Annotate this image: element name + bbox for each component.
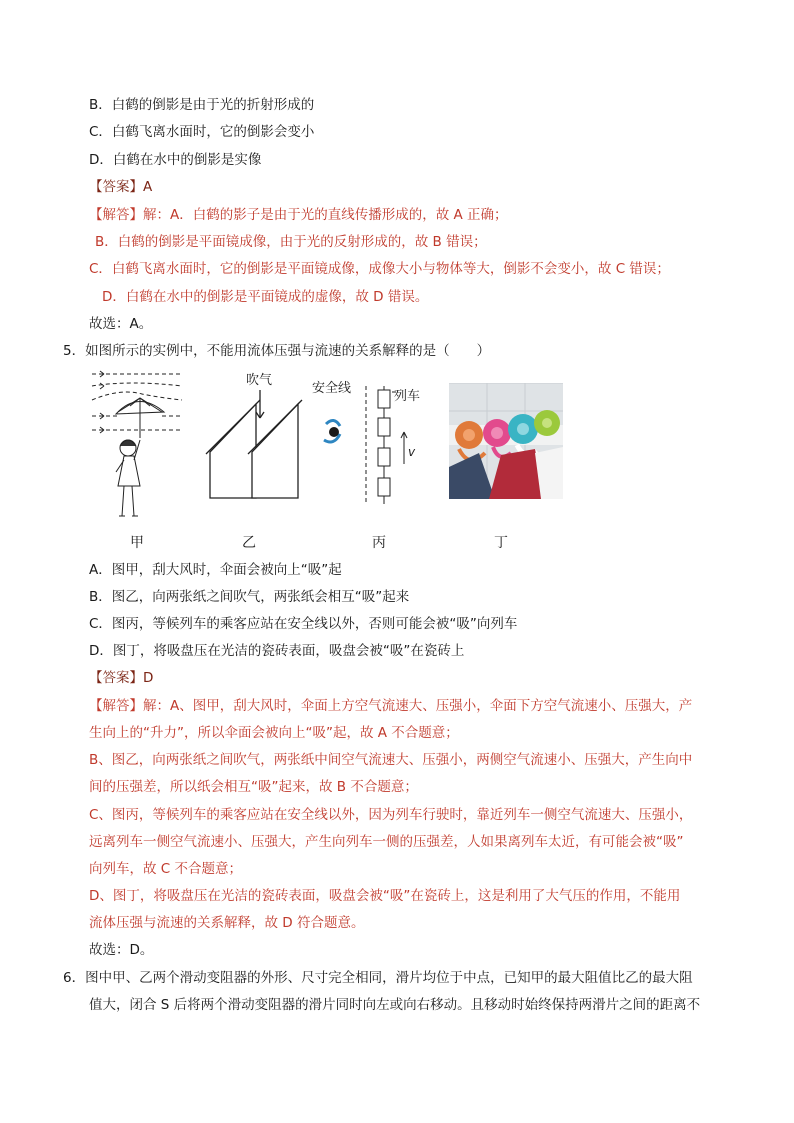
q6-stem-line-1: 6．图中甲、乙两个滑动变阻器的外形、尺寸完全相同，滑片均位于中点，已知甲的最大阻值比乙的最大阻 bbox=[63, 970, 693, 986]
q5-option-a: A．图甲，刮大风时，伞面会被向上“吸”起 bbox=[89, 562, 342, 578]
q5-analysis-line-4: 间的压强差，所以纸会相互“吸”起来，故 B 不合题意； bbox=[89, 779, 418, 795]
q4-analysis-line-1: 【解答】解：A．白鹤的影子是由于光的直线传播形成的，故 A 正确； bbox=[89, 207, 508, 223]
passenger-topview bbox=[324, 420, 340, 442]
q5-analysis-line-3: B、图乙，向两张纸之间吹气，两张纸中间空气流速大、压强小，两侧空气流速小、压强大，产生向中 bbox=[89, 752, 693, 768]
q4-analysis-line-3: C．白鹤飞离水面时，它的倒影是平面镜成像，成像大小与物体等大，倒影不会变小，故 C 错误； bbox=[89, 261, 670, 277]
figure-jia-umbrella bbox=[90, 368, 190, 520]
q4-analysis-line-2: B．白鹤的倒影是平面镜成像，由于光的反射形成的，故 B 错误； bbox=[95, 234, 487, 250]
q5-analysis-line-1: 【解答】解：A、图甲，刮大风时，伞面上方空气流速大、压强小，伞面下方空气流速小、压强大，产 bbox=[89, 698, 693, 714]
label-blow: 吹气 bbox=[246, 373, 273, 388]
q5-option-b: B．图乙，向两张纸之间吹气，两张纸会相互“吸”起来 bbox=[89, 589, 410, 605]
caption-jia: 甲 bbox=[130, 535, 144, 551]
q4-option-d: D．白鹤在水中的倒影是实像 bbox=[89, 152, 262, 168]
q4-option-c: C．白鹤飞离水面时，它的倒影会变小 bbox=[89, 124, 315, 140]
label-safety-line: 安全线 bbox=[312, 381, 352, 396]
q5-stem: 5．如图所示的实例中，不能用流体压强与流速的关系解释的是（ ） bbox=[63, 343, 491, 359]
figure-ding-suction-cups bbox=[449, 383, 563, 499]
q4-analysis-line-4: D．白鹤在水中的倒影是平面镜成的虚像，故 D 错误。 bbox=[102, 289, 429, 305]
caption-yi: 乙 bbox=[242, 535, 256, 551]
q5-option-c: C．图丙，等候列车的乘客应站在安全线以外，否则可能会被“吸”向列车 bbox=[89, 616, 518, 632]
label-v: v bbox=[408, 445, 416, 459]
figure-yi-papers bbox=[200, 372, 310, 512]
q5-conclusion: 故选：D。 bbox=[89, 942, 154, 958]
q5-analysis-line-6: 远离列车一侧空气流速小、压强大，产生向列车一侧的压强差，人如果离列车太近，有可能会被“吸” bbox=[89, 834, 684, 850]
q5-analysis-line-2: 生向上的“升力”，所以伞面会被向上“吸”起，故 A 不合题意； bbox=[89, 725, 459, 741]
q5-analysis-line-5: C、图丙，等候列车的乘客应站在安全线以外，因为列车行驶时，靠近列车一侧空气流速大、压强小， bbox=[89, 807, 693, 823]
q5-analysis-line-9: 流体压强与流速的关系解释，故 D 符合题意。 bbox=[89, 915, 365, 931]
caption-ding: 丁 bbox=[494, 535, 508, 551]
q5-option-d: D．图丁，将吸盘压在光洁的瓷砖表面，吸盘会被“吸”在瓷砖上 bbox=[89, 643, 465, 659]
figure-bing-train bbox=[308, 372, 428, 512]
label-train: 列车 bbox=[394, 389, 421, 404]
q4-answer: 【答案】A bbox=[89, 179, 153, 195]
q4-option-b: B．白鹤的倒影是由于光的折射形成的 bbox=[89, 97, 315, 113]
q4-conclusion: 故选：A。 bbox=[89, 316, 153, 332]
q6-stem-line-2: 值大，闭合 S 后将两个滑动变阻器的滑片同时向左或向右移动。且移动时始终保持两滑片之间的距离不 bbox=[89, 997, 701, 1013]
q5-answer: 【答案】D bbox=[89, 670, 154, 686]
caption-bing: 丙 bbox=[372, 535, 386, 551]
q5-analysis-line-7: 向列车，故 C 不合题意； bbox=[89, 861, 243, 877]
q5-analysis-line-8: D、图丁，将吸盘压在光洁的瓷砖表面，吸盘会被“吸”在瓷砖上，这是利用了大气压的作用，不能用 bbox=[89, 888, 681, 904]
